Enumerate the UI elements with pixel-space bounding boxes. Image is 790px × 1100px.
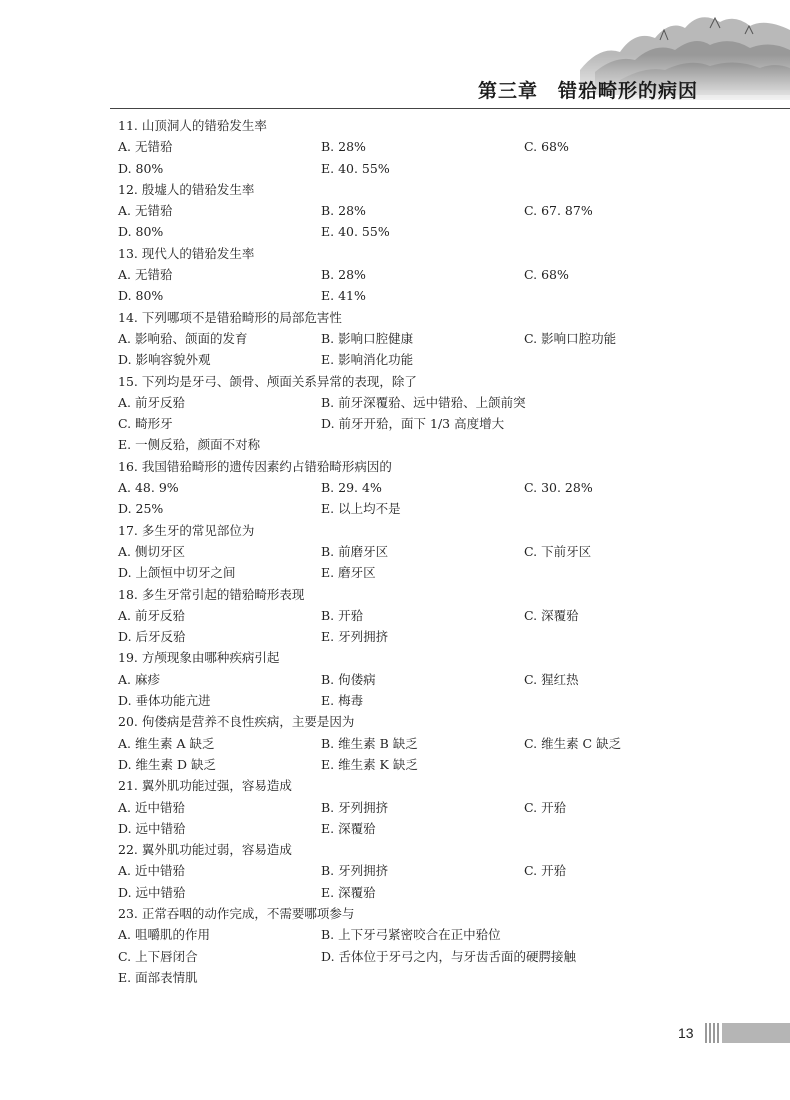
page-number: 13 <box>678 1025 694 1041</box>
answer-option: B. 牙列拥挤 <box>321 799 389 815</box>
answer-option: C. 深覆𬌗 <box>524 607 579 623</box>
answer-option: D. 舌体位于牙弓之内，与牙齿舌面的硬腭接触 <box>321 948 577 964</box>
option-row <box>118 328 738 349</box>
answer-option: E. 面部表情肌 <box>118 969 198 985</box>
question-stem: 15. 下列均是牙弓、颌骨、颅面关系异常的表现，除了 <box>118 373 417 389</box>
answer-option: E. 磨牙区 <box>321 565 376 581</box>
answer-option: B. 维生素 B 缺乏 <box>321 735 418 751</box>
answer-option: E. 深覆𬌗 <box>321 820 376 836</box>
answer-option: C. 下前牙区 <box>524 543 592 559</box>
question-stem: 17. 多生牙的常见部位为 <box>118 522 255 538</box>
option-row <box>118 477 738 498</box>
answer-option: E. 影响消化功能 <box>321 352 414 368</box>
option-row <box>118 541 738 562</box>
answer-option: B. 前牙深覆𬌗、远中错𬌗、上颌前突 <box>321 394 526 410</box>
answer-option: C. 开𬌗 <box>524 799 567 815</box>
answer-option: D. 后牙反𬌗 <box>118 629 186 645</box>
answer-option: D. 影响容貌外观 <box>118 352 211 368</box>
answer-option: D. 25% <box>118 501 164 517</box>
option-row <box>118 264 738 285</box>
answer-option: A. 影响𬌗、颌面的发育 <box>118 330 248 346</box>
answer-option: E. 一侧反𬌗，颜面不对称 <box>118 437 261 453</box>
option-row <box>118 562 738 583</box>
answer-option: A. 侧切牙区 <box>118 543 185 559</box>
answer-option: E. 40. 55% <box>321 160 390 176</box>
question-stem: 23. 正常吞咽的动作完成，不需要哪项参与 <box>118 905 355 921</box>
question-stem: 16. 我国错𬌗畸形的遗传因素约占错𬌗畸形病因的 <box>118 458 392 474</box>
option-row <box>118 200 738 221</box>
answer-option: B. 28% <box>321 139 366 155</box>
answer-option: C. 猩红热 <box>524 671 579 687</box>
option-row <box>118 754 738 775</box>
answer-option: D. 前牙开𬌗，面下 1/3 高度增大 <box>321 416 505 432</box>
question-stem: 11. 山顶洞人的错𬌗发生率 <box>118 118 267 133</box>
question-stem: 13. 现代人的错𬌗发生率 <box>118 245 255 261</box>
option-row <box>118 860 738 881</box>
option-row <box>118 690 738 711</box>
option-row <box>118 392 738 413</box>
answer-option: C. 68% <box>524 267 569 283</box>
option-row <box>118 733 738 754</box>
answer-option: B. 上下牙弓紧密咬合在正中𬌗位 <box>321 927 501 943</box>
answer-option: E. 41% <box>321 288 366 304</box>
answer-option: C. 畸形牙 <box>118 416 173 432</box>
option-row <box>118 434 738 455</box>
question-stem: 14. 下列哪项不是错𬌗畸形的局部危害性 <box>118 309 342 325</box>
answer-option: D. 垂体功能亢进 <box>118 693 211 709</box>
answer-option: A. 无错𬌗 <box>118 139 173 155</box>
footer-decoration-bar <box>705 1020 790 1046</box>
answer-option: B. 前磨牙区 <box>321 543 389 559</box>
answer-option: A. 48. 9% <box>118 480 179 496</box>
answer-option: C. 维生素 C 缺乏 <box>524 735 622 751</box>
answer-option: A. 近中错𬌗 <box>118 799 185 815</box>
option-row <box>118 605 738 626</box>
answer-option: A. 无错𬌗 <box>118 203 173 219</box>
option-row <box>118 498 738 519</box>
answer-option: A. 前牙反𬌗 <box>118 394 185 410</box>
answer-option: A. 麻疹 <box>118 671 160 687</box>
answer-option: C. 68% <box>524 139 569 155</box>
answer-option: C. 开𬌗 <box>524 863 567 879</box>
answer-option: D. 维生素 D 缺乏 <box>118 756 216 772</box>
answer-option: D. 上颌恒中切牙之间 <box>118 565 236 581</box>
question-stem: 18. 多生牙常引起的错𬌗畸形表现 <box>118 586 305 602</box>
answer-option: B. 影响口腔健康 <box>321 330 414 346</box>
answer-option: E. 40. 55% <box>321 224 390 240</box>
question-list <box>118 115 738 988</box>
answer-option: D. 80% <box>118 224 164 240</box>
answer-option: E. 梅毒 <box>321 693 364 709</box>
option-row <box>118 818 738 839</box>
answer-option: E. 以上均不是 <box>321 501 401 517</box>
answer-option: B. 佝偻病 <box>321 671 376 687</box>
question-stem: 19. 方颅现象由哪种疾病引起 <box>118 650 280 666</box>
answer-option: A. 维生素 A 缺乏 <box>118 735 215 751</box>
answer-option: E. 深覆𬌗 <box>321 884 376 900</box>
option-row <box>118 158 738 179</box>
answer-option: C. 上下唇闭合 <box>118 948 198 964</box>
question-stem: 22. 翼外肌功能过弱，容易造成 <box>118 842 292 858</box>
answer-option: A. 前牙反𬌗 <box>118 607 185 623</box>
option-row <box>118 349 738 370</box>
answer-option: A. 咀嚼肌的作用 <box>118 927 210 943</box>
answer-option: B. 29. 4% <box>321 480 382 496</box>
answer-option: B. 28% <box>321 267 366 283</box>
answer-option: D. 80% <box>118 288 164 304</box>
answer-option: C. 影响口腔功能 <box>524 330 617 346</box>
answer-option: C. 30. 28% <box>524 480 593 496</box>
chapter-title: 第三章 错𬌗畸形的病因 <box>478 80 699 102</box>
question-stem: 20. 佝偻病是营养不良性疾病，主要是因为 <box>118 714 355 730</box>
option-row <box>118 285 738 306</box>
question-stem: 21. 翼外肌功能过强，容易造成 <box>118 778 292 794</box>
option-row <box>118 967 738 988</box>
answer-option: D. 远中错𬌗 <box>118 820 186 836</box>
answer-option: C. 67. 87% <box>524 203 593 219</box>
answer-option: B. 28% <box>321 203 366 219</box>
answer-option: D. 远中错𬌗 <box>118 884 186 900</box>
header-divider <box>110 108 790 109</box>
option-row <box>118 669 738 690</box>
question-stem: 12. 殷墟人的错𬌗发生率 <box>118 181 255 197</box>
answer-option: A. 无错𬌗 <box>118 267 173 283</box>
option-row <box>118 797 738 818</box>
option-row <box>118 626 738 647</box>
option-row <box>118 221 738 242</box>
option-row <box>118 136 738 157</box>
answer-option: E. 维生素 K 缺乏 <box>321 756 418 772</box>
answer-option: B. 开𬌗 <box>321 607 364 623</box>
option-row <box>118 924 738 945</box>
answer-option: A. 近中错𬌗 <box>118 863 185 879</box>
answer-option: D. 80% <box>118 160 164 176</box>
answer-option: B. 牙列拥挤 <box>321 863 389 879</box>
option-row <box>118 882 738 903</box>
option-row <box>118 946 738 967</box>
answer-option: E. 牙列拥挤 <box>321 629 389 645</box>
option-row <box>118 413 738 434</box>
